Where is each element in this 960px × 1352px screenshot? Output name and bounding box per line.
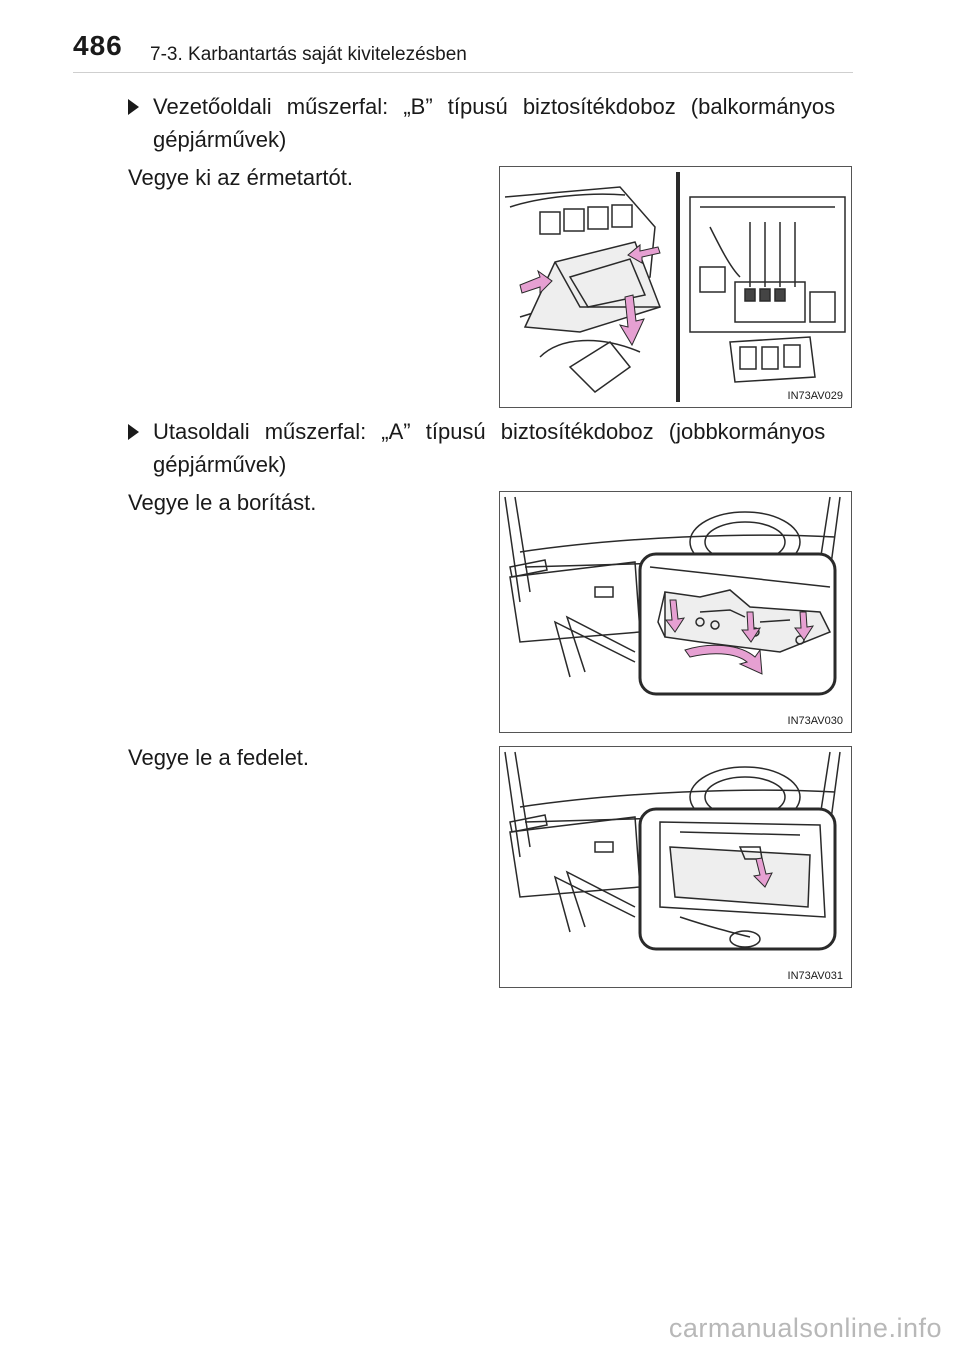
watermark: carmanualsonline.info bbox=[668, 1313, 942, 1343]
figure-code: IN73AV030 bbox=[787, 715, 843, 727]
illustration-remove-lid bbox=[499, 746, 852, 988]
illustration-remove-cover bbox=[499, 491, 852, 733]
figure-code: IN73AV031 bbox=[787, 970, 843, 982]
subheading-line-2: gépjárművek) bbox=[153, 452, 287, 477]
triangle-bullet-icon bbox=[128, 424, 139, 440]
page-number: 486 bbox=[73, 30, 123, 61]
figure-code: IN73AV029 bbox=[787, 390, 843, 402]
step-remove-coin-holder: Vegye ki az érmetartót. bbox=[128, 165, 353, 190]
subheading-line-1: Utasoldali műszerfal: „A” típusú biztosítékdoboz (jobbkormányos bbox=[153, 419, 826, 444]
subheading-line-2: gépjárművek) bbox=[153, 127, 287, 152]
step-remove-lid: Vegye le a fedelet. bbox=[128, 745, 310, 770]
subheading-passenger-side bbox=[128, 415, 848, 481]
illustration-coin-holder bbox=[499, 166, 852, 408]
header-divider bbox=[73, 72, 853, 73]
section-title: 7-3. Karbantartás saját kivitelezésben bbox=[150, 44, 467, 65]
subheading-driver-side bbox=[128, 90, 848, 156]
step-remove-cover: Vegye le a borítást. bbox=[128, 490, 317, 515]
subheading-line-1: Vezetőoldali műszerfal: „B” típusú biztosítékdoboz (balkormányos bbox=[153, 94, 836, 119]
triangle-bullet-icon bbox=[128, 99, 139, 115]
